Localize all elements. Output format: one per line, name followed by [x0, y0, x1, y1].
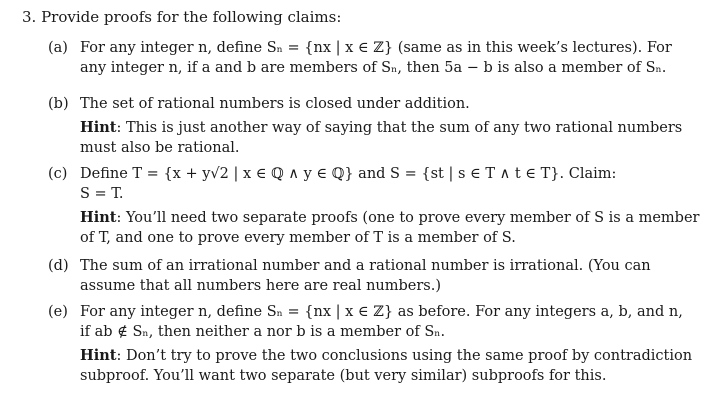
part-d-line-1: The sum of an irrational number and a rational number is irrational. (You can	[80, 258, 651, 274]
part-a-line-1: For any integer n, define Sₙ = {nx | x ∈ ℤ} (same as in this week’s lectures). For	[80, 40, 672, 56]
part-e-hint-line-1: : Don’t try to prove the two conclusions using the same proof by contradiction	[116, 348, 693, 364]
part-b-hint-label: Hint	[80, 119, 117, 136]
part-c-hint-line-1: : You’ll need two separate proofs (one to prove every member of S is a member	[116, 210, 700, 226]
part-a-label: (a)	[48, 40, 68, 56]
part-c-hint-label: Hint	[80, 209, 117, 226]
part-e-hint-label: Hint	[80, 347, 117, 364]
part-c-hint	[80, 208, 700, 248]
part-b-hint-line-2: must also be rational.	[80, 140, 240, 156]
part-a-body	[80, 38, 688, 78]
part-e-label: (e)	[48, 304, 68, 320]
part-e-line-1: For any integer n, define Sₙ = {nx | x ∈ ℤ} as before. For any integers a, b, and n,	[80, 304, 683, 320]
part-b	[48, 94, 688, 158]
part-d-body	[80, 256, 688, 296]
part-c-line-1: Define T = {x + y√2 | x ∈ ℚ ∧ y ∈ ℚ} and S = {st | s ∈ T ∧ t ∈ T}. Claim:	[80, 166, 617, 182]
problem-heading: 3. Provide proofs for the following claims:	[22, 8, 342, 26]
part-c	[48, 164, 700, 248]
part-a-line-2: any integer n, if a and b are members of Sₙ, then 5a − b is also a member of Sₙ.	[80, 60, 667, 76]
part-b-body	[80, 94, 688, 158]
part-b-label: (b)	[48, 96, 69, 112]
part-d-line-2: assume that all numbers here are real numbers.)	[80, 278, 441, 294]
part-e-body	[80, 302, 693, 386]
part-c-label: (c)	[48, 166, 68, 182]
part-b-hint-line-1: : This is just another way of saying that the sum of any two rational numbers	[116, 120, 683, 136]
part-c-hint-line-2: of T, and one to prove every member of T is a member of S.	[80, 230, 516, 246]
part-e-hint	[80, 346, 693, 386]
part-a	[48, 38, 688, 78]
part-d-label: (d)	[48, 258, 69, 274]
part-d	[48, 256, 688, 296]
part-e	[48, 302, 693, 386]
part-c-body	[80, 164, 700, 248]
part-b-line-1: The set of rational numbers is closed under addition.	[80, 96, 470, 112]
part-b-hint	[80, 118, 688, 158]
part-c-line-2: S = T.	[80, 186, 124, 202]
part-e-line-2: if ab ∉ Sₙ, then neither a nor b is a member of Sₙ.	[80, 324, 446, 340]
part-e-hint-line-2: subproof. You’ll want two separate (but very similar) subproofs for this.	[80, 368, 607, 384]
